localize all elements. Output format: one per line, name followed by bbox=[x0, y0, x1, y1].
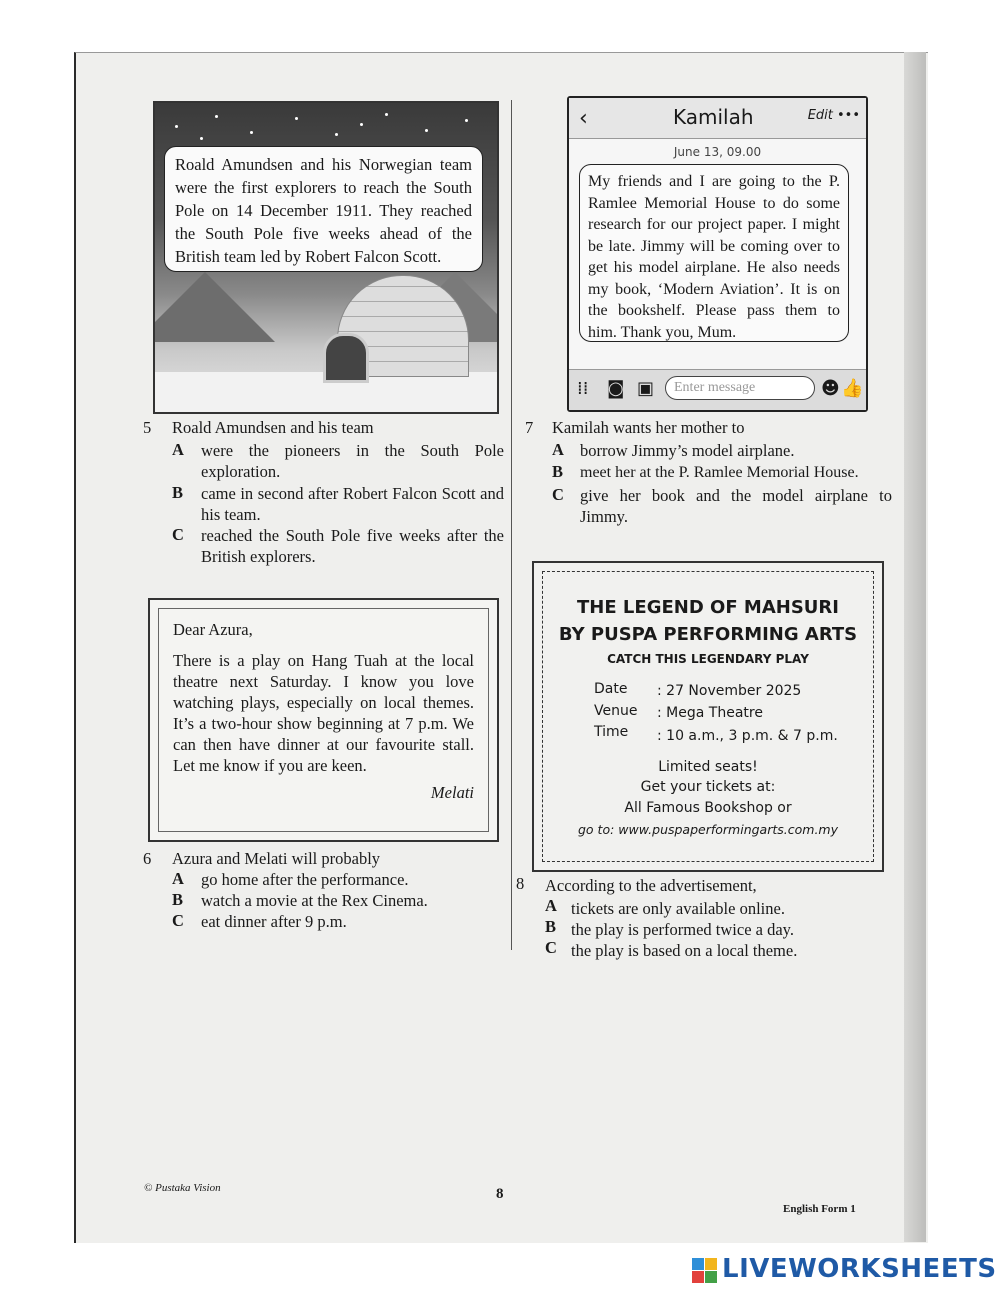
option-letter[interactable]: A bbox=[545, 896, 557, 915]
question-stem: According to the advertisement, bbox=[545, 876, 757, 895]
option-text[interactable]: eat dinner after 9 p.m. bbox=[201, 912, 347, 931]
option-letter[interactable]: C bbox=[552, 485, 564, 504]
question-number: 6 bbox=[143, 849, 152, 868]
thumbs-up-icon[interactable]: 👍 bbox=[841, 378, 864, 399]
liveworksheets-logo-icon bbox=[692, 1258, 718, 1284]
image-icon[interactable]: ▣ bbox=[637, 378, 655, 399]
chat-screen bbox=[567, 96, 868, 412]
ad-time-value: : 10 a.m., 3 p.m. & 7 p.m. bbox=[657, 728, 838, 744]
option-text[interactable]: watch a movie at the Rex Cinema. bbox=[201, 891, 428, 910]
option-letter[interactable]: A bbox=[172, 869, 184, 888]
edit-button[interactable]: Edit ••• bbox=[807, 108, 860, 123]
ad-tickets: Get your tickets at: bbox=[640, 779, 776, 795]
option-text[interactable]: came in second after Robert Falcon Scott and his team. bbox=[201, 484, 504, 524]
letter-signature: Melati bbox=[430, 783, 474, 802]
option-letter[interactable]: C bbox=[172, 525, 184, 544]
igloo-door-icon bbox=[323, 333, 369, 383]
ad-subtitle: CATCH THIS LEGENDARY PLAY bbox=[607, 652, 809, 666]
letter-body: There is a play on Hang Tuah at the local theatre next Saturday. I know you love watching plays, especially on local themes. It’s a two-hour show beginning at 7 p.m. We can then have dinner at our favourite stall. Let me know if you are keen. bbox=[173, 651, 474, 775]
ad-date-label: Date bbox=[594, 681, 628, 697]
option-letter[interactable]: B bbox=[552, 462, 564, 481]
ad-venue-value: : Mega Theatre bbox=[657, 705, 763, 721]
ad-limited-seats: Limited seats! bbox=[658, 759, 758, 775]
option-text[interactable]: give her book and the model airplane to Jimmy. bbox=[580, 486, 892, 526]
option-text[interactable]: the play is performed twice a day. bbox=[571, 920, 794, 939]
option-text[interactable]: go home after the performance. bbox=[201, 870, 409, 889]
column-divider bbox=[511, 100, 512, 950]
question-number: 5 bbox=[143, 418, 152, 437]
ad-bookshop: All Famous Bookshop or bbox=[624, 800, 792, 816]
option-letter[interactable]: A bbox=[552, 440, 564, 459]
option-letter[interactable]: C bbox=[172, 911, 184, 930]
question-stem: Azura and Melati will probably bbox=[172, 849, 381, 868]
option-letter[interactable]: B bbox=[172, 890, 184, 909]
message-timestamp: June 13, 09.00 bbox=[673, 145, 762, 159]
option-text[interactable]: tickets are only available online. bbox=[571, 899, 785, 918]
option-text[interactable]: borrow Jimmy’s model airplane. bbox=[580, 441, 795, 460]
book-title: English Form 1 bbox=[783, 1203, 856, 1215]
ad-website: go to: www.puspaperformingarts.com.my bbox=[578, 822, 838, 837]
south-pole-illustration bbox=[153, 101, 499, 414]
letter-greeting: Dear Azura, bbox=[173, 620, 253, 639]
apps-icon[interactable]: ⁞⁞ bbox=[577, 378, 589, 399]
question-stem: Roald Amundsen and his team bbox=[172, 418, 374, 437]
chat-contact-name: Kamilah bbox=[673, 105, 754, 129]
passage-text: Roald Amundsen and his Norwegian team were the first explorers to reach the South Pole on 14 December 1911. They reached the South Pole five weeks ahead of the British team led by Robert Falcon Scott. bbox=[164, 146, 483, 272]
message-bubble: My friends and I are going to the P. Ramlee Memorial House to do some research for our project paper. I might be late. Jimmy will be coming over to get his model airplane. He also needs my book, ‘Modern Aviation’. It is on the bookshelf. Please pass them to him. Thank you, Mum. bbox=[579, 164, 849, 342]
option-text[interactable]: meet her at the P. Ramlee Memorial House. bbox=[580, 464, 859, 481]
play-advertisement bbox=[532, 561, 884, 872]
question-stem: Kamilah wants her mother to bbox=[552, 418, 745, 437]
ad-time-label: Time bbox=[594, 724, 629, 740]
chat-input-bar bbox=[569, 369, 866, 410]
chat-header bbox=[569, 98, 866, 139]
mountain-icon bbox=[153, 272, 275, 342]
question-number: 8 bbox=[516, 874, 525, 893]
option-letter[interactable]: A bbox=[172, 440, 184, 459]
ad-title-line2: BY PUSPA PERFORMING ARTS bbox=[558, 624, 858, 645]
ad-venue-label: Venue bbox=[594, 703, 638, 719]
option-letter[interactable]: B bbox=[172, 483, 184, 502]
note-box bbox=[148, 598, 499, 842]
message-input[interactable]: Enter message bbox=[665, 376, 815, 400]
publisher-credit: © Pustaka Vision bbox=[144, 1182, 221, 1194]
page-number: 8 bbox=[496, 1186, 504, 1202]
option-letter[interactable]: B bbox=[545, 917, 557, 936]
option-letter[interactable]: C bbox=[545, 938, 557, 957]
question-number: 7 bbox=[525, 418, 534, 437]
emoji-icon[interactable]: ☻ bbox=[821, 378, 840, 399]
option-text[interactable]: were the pioneers in the South Pole exploration. bbox=[201, 441, 504, 481]
camera-icon[interactable]: ◙ bbox=[607, 378, 625, 399]
liveworksheets-watermark[interactable]: LIVEWORKSHEETS bbox=[722, 1254, 997, 1284]
ad-title-line1: THE LEGEND OF MAHSURI bbox=[577, 597, 839, 618]
back-chevron-icon[interactable]: ‹ bbox=[579, 106, 588, 131]
option-text[interactable]: reached the South Pole five weeks after the British explorers. bbox=[201, 526, 504, 566]
page-edge-shadow bbox=[904, 52, 926, 1242]
option-text[interactable]: the play is based on a local theme. bbox=[571, 941, 798, 960]
ad-date-value: : 27 November 2025 bbox=[657, 683, 802, 699]
